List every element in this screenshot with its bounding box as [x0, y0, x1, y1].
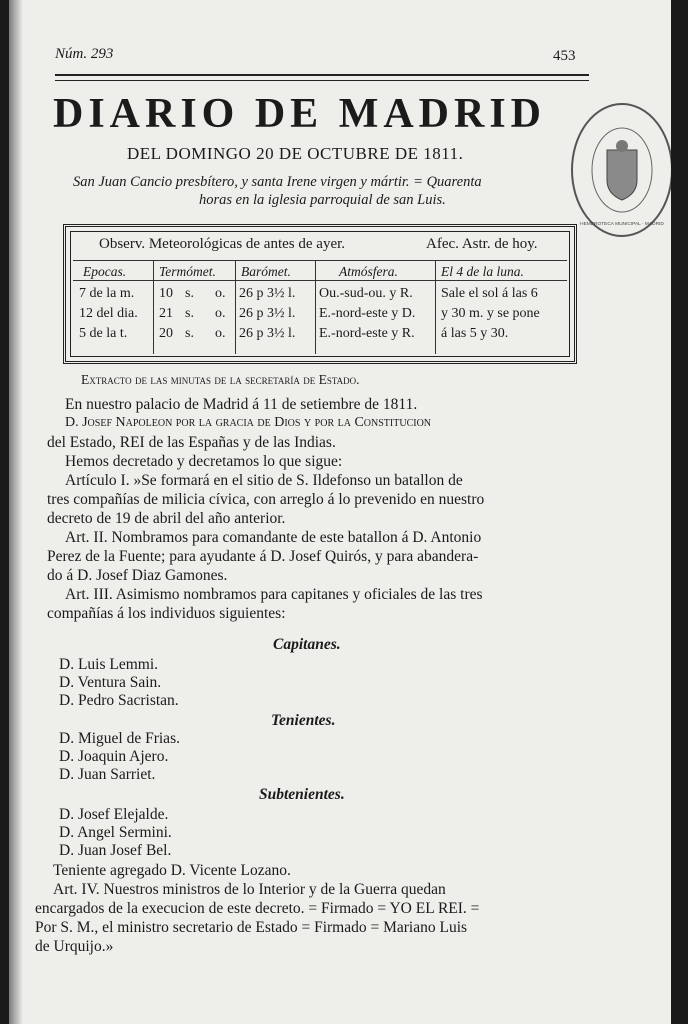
stamp-seal-icon [569, 98, 671, 238]
col-divider-1 [153, 260, 154, 354]
row-2-temp-value: 21 [159, 306, 173, 321]
col-header-epocas: Epocas. [83, 264, 127, 279]
weather-table [63, 224, 577, 364]
saints-line-1: San Juan Cancio presbítero, y santa Irene virgen y mártir. = Quarenta [73, 174, 482, 190]
article-line-5: Artículo I. »Se formará en el sitio de S. Ildefonso un batallon de [65, 472, 463, 489]
row-1-temp-value: 10 [159, 286, 173, 301]
row-2-temp-mark: o. [215, 306, 226, 321]
capitan-3: D. Pedro Sacristan. [59, 692, 179, 709]
subtenientes-heading: Subtenientes. [259, 786, 345, 803]
masthead-title: DIARIO DE MADRID [53, 91, 547, 137]
newspaper-page [9, 0, 671, 1024]
row-1-temp-unit: s. [185, 286, 194, 301]
row-1-epoch: 7 de la m. [79, 286, 135, 301]
col-divider-2 [235, 260, 236, 354]
library-stamp [569, 98, 671, 238]
closing-line-1: Teniente agregado D. Vicente Lozano. [53, 862, 291, 879]
article-line-2: D. Josef Napoleon por la gracia de Dios y por la Constitucion [65, 415, 432, 430]
closing-line-4: Por S. M., el ministro secretario de Estado = Firmado = Mariano Luis [35, 919, 468, 936]
teniente-2: D. Joaquin Ajero. [59, 748, 169, 765]
article-heading: Extracto de las minutas de la secretaría de Estado. [81, 372, 360, 387]
header-rule-bottom [55, 80, 589, 81]
closing-line-3: encargados de la execucion de este decreto. = Firmado = YO EL REI. = [35, 900, 480, 917]
col-header-atmosfera: Atmósfera. [339, 264, 398, 279]
capitanes-heading: Capitanes. [273, 636, 341, 653]
col-divider-3 [315, 260, 316, 354]
row-3-temp-mark: o. [215, 326, 226, 341]
tenientes-heading: Tenientes. [271, 712, 336, 729]
row-2-temp-unit: s. [185, 306, 194, 321]
row-3-temp-value: 20 [159, 326, 173, 341]
teniente-1: D. Miguel de Frias. [59, 730, 180, 747]
article-line-10: do á D. Josef Diaz Gamones. [47, 567, 228, 584]
row-1-atmosphere: Ou.-sud-ou. y R. [319, 286, 413, 301]
row-2-barometer: 26 p 3½ l. [239, 306, 296, 321]
row-1-temp-mark: o. [215, 286, 226, 301]
weather-title-left: Observ. Meteorológicas de antes de ayer. [99, 236, 346, 252]
row-2-epoch: 12 del dia. [79, 306, 138, 321]
article-line-6: tres compañías de milicia cívica, con arreglo á lo prevenido en nuestro [47, 491, 485, 508]
page-edge-shadow [9, 0, 23, 1024]
row-1-barometer: 26 p 3½ l. [239, 286, 296, 301]
article-line-3: del Estado, REI de las Españas y de las Indias. [47, 434, 336, 451]
row-2-atmosphere: E.-nord-este y D. [319, 306, 416, 321]
stamp-text: HEMEROTECA MUNICIPAL · MADRID [580, 222, 664, 227]
subteniente-2: D. Angel Sermini. [59, 824, 172, 841]
capitan-2: D. Ventura Sain. [59, 674, 162, 691]
astro-line-2: y 30 m. y se pone [441, 306, 540, 321]
article-line-9: Perez de la Fuente; para ayudante á D. Josef Quirós, y para abandera- [47, 548, 479, 565]
row-3-atmosphere: E.-nord-este y R. [319, 326, 415, 341]
col-divider-4 [435, 260, 436, 354]
article-line-7: decreto de 19 de abril del año anterior. [47, 510, 286, 527]
issue-date: DEL DOMINGO 20 DE OCTUBRE DE 1811. [127, 144, 464, 163]
row-3-epoch: 5 de la t. [79, 326, 128, 341]
table-rule-2 [73, 280, 567, 281]
article-line-12: compañías á los individuos siguientes: [47, 605, 286, 622]
saints-line-2: horas en la iglesia parroquial de san Luis. [199, 192, 446, 208]
weather-table-inner [70, 231, 570, 357]
issue-number: Núm. 293 [55, 46, 114, 62]
table-rule-1 [73, 260, 567, 261]
col-header-luna: El 4 de la luna. [441, 264, 524, 279]
article-line-11: Art. III. Asimismo nombramos para capitanes y oficiales de las tres [65, 586, 483, 603]
col-header-termometro: Termómet. [159, 264, 216, 279]
subteniente-1: D. Josef Elejalde. [59, 806, 169, 823]
col-header-barometro: Barómet. [241, 264, 291, 279]
page-number: 453 [553, 48, 576, 64]
weather-title-right: Afec. Astr. de hoy. [426, 236, 538, 252]
astro-line-3: á las 5 y 30. [441, 326, 509, 341]
header-rule-top [55, 74, 589, 76]
capitan-1: D. Luis Lemmi. [59, 656, 159, 673]
row-3-barometer: 26 p 3½ l. [239, 326, 296, 341]
article-line-4: Hemos decretado y decretamos lo que sigue: [65, 453, 343, 470]
astro-line-1: Sale el sol á las 6 [441, 286, 538, 301]
article-line-8: Art. II. Nombramos para comandante de este batallon á D. Antonio [65, 529, 482, 546]
teniente-3: D. Juan Sarriet. [59, 766, 156, 783]
article-line-1: En nuestro palacio de Madrid á 11 de setiembre de 1811. [65, 396, 418, 413]
closing-line-5: de Urquijo.» [35, 938, 114, 955]
closing-line-2: Art. IV. Nuestros ministros de lo Interior y de la Guerra quedan [53, 881, 446, 898]
row-3-temp-unit: s. [185, 326, 194, 341]
subteniente-3: D. Juan Josef Bel. [59, 842, 172, 859]
